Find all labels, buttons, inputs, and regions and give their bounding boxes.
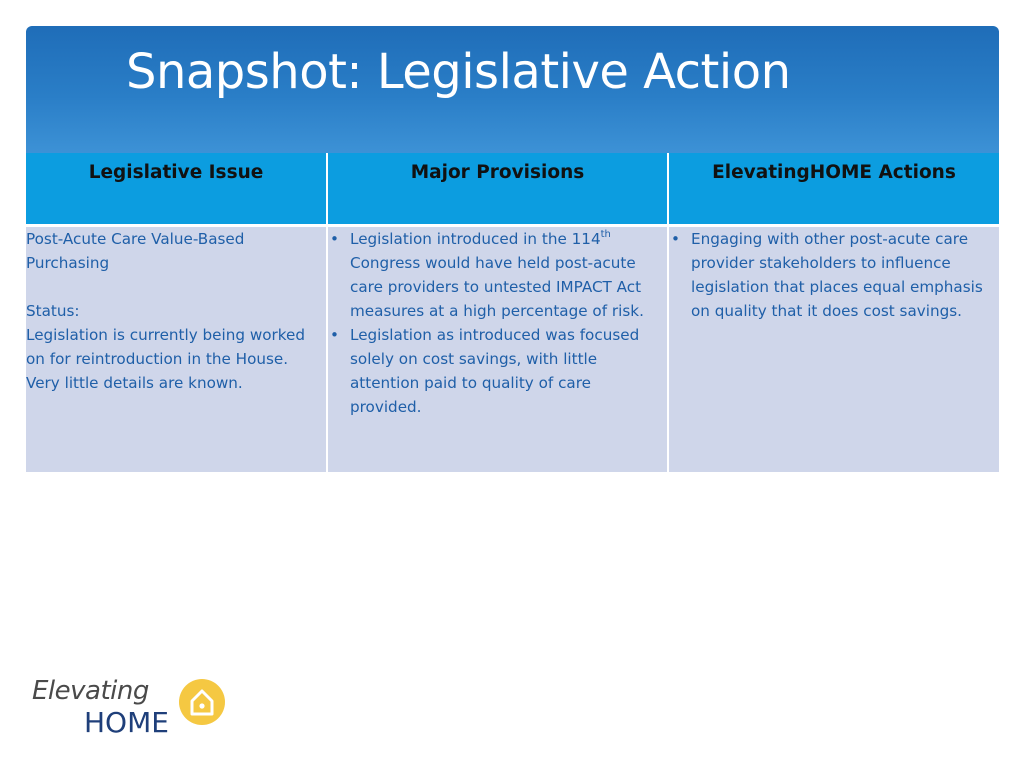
list-item: [328, 323, 667, 419]
bullet-icon: •: [671, 229, 680, 248]
status-text: Legislation is currently being worked on for reintroduction in the House. Very little details are known.: [26, 325, 306, 392]
list-item: [669, 227, 999, 323]
list-item: [328, 227, 667, 323]
title-band: [26, 26, 999, 154]
actions-list: [669, 227, 999, 323]
header-elevatinghome-actions: ElevatingHOME Actions: [668, 153, 999, 225]
header-major-provisions: Major Provisions: [327, 153, 668, 225]
logo-word-elevating: Elevating: [32, 676, 149, 706]
elevatinghome-logo: [32, 676, 232, 740]
action-text: Engaging with other post-acute care provider stakeholders to influence legislation that places equal emphasis on quality that it does cost savings.: [691, 229, 983, 320]
cell-elevatinghome-actions: [668, 225, 999, 472]
bullet-icon: •: [330, 229, 339, 248]
provision-text: Legislation as introduced was focused solely on cost savings, with little attention paid to quality of care provided.: [350, 325, 640, 416]
status-spacer: [26, 275, 326, 299]
provision-text: Legislation introduced in the 114: [350, 229, 601, 248]
slide-title: Snapshot: Legislative Action: [126, 44, 791, 100]
ordinal-suffix: th: [600, 228, 611, 240]
bullet-icon: •: [330, 325, 339, 344]
provisions-list: [328, 227, 667, 419]
table-row: [26, 225, 999, 472]
logo-word-home: HOME: [84, 706, 169, 739]
header-legislative-issue: Legislative Issue: [26, 153, 327, 225]
cell-legislative-issue: [26, 225, 327, 472]
table-header-row: [26, 153, 999, 225]
status-label: Status:: [26, 301, 80, 320]
provision-text-cont: Congress would have held post-acute care providers to untested IMPACT Act measures at a high percentage of risk.: [350, 253, 644, 320]
legislative-table: [26, 153, 999, 472]
issue-name: Post-Acute Care Value-Based Purchasing: [26, 229, 245, 272]
cell-major-provisions: [327, 225, 668, 472]
house-in-circle-icon: [178, 678, 226, 726]
